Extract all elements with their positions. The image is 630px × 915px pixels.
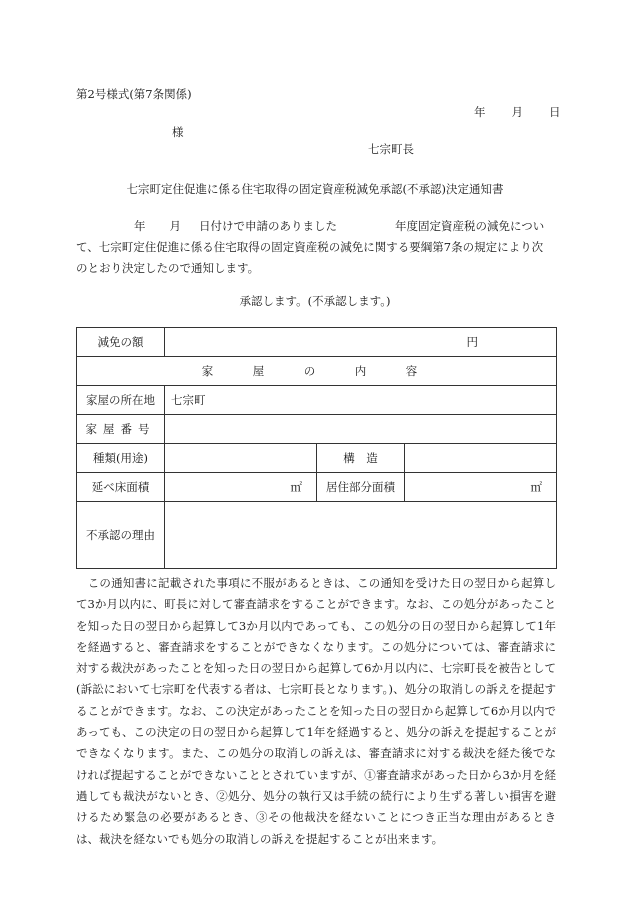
disapproval-reason-label: 不承認の理由 xyxy=(77,502,165,569)
date-line xyxy=(474,104,561,120)
decision-text: 承認します。(不承認します。) xyxy=(239,294,391,308)
section-header-row xyxy=(77,357,557,386)
intro-fiscal-year-text: 年度固定資産税の減免につい xyxy=(395,219,545,233)
intro-paragraph xyxy=(76,216,554,279)
location-row xyxy=(77,386,557,415)
house-number-row xyxy=(77,415,557,444)
exemption-row xyxy=(77,328,557,357)
house-number-label: 家屋番号 xyxy=(77,415,165,444)
date-day-label: 日 xyxy=(549,105,561,119)
type-structure-row xyxy=(77,444,557,473)
exemption-value[interactable] xyxy=(165,328,557,357)
location-value[interactable]: 七宗町 xyxy=(165,386,557,415)
structure-value[interactable] xyxy=(405,444,557,473)
exemption-label: 減免の額 xyxy=(77,328,165,357)
date-month-label: 月 xyxy=(511,105,523,119)
date-year-label: 年 xyxy=(474,105,486,119)
form-number: 第2号様式(第7条関係) xyxy=(76,87,192,101)
intro-year: 年 xyxy=(134,219,146,233)
exemption-unit: 円 xyxy=(466,335,479,349)
intro-applied-text: 日付けで申請のありました xyxy=(199,219,337,233)
disapproval-reason-value[interactable] xyxy=(165,502,557,569)
appeal-notice: この通知書に記載された事項に不服があるときは、この通知を受けた日の翌日から起算して3か月以内に、町長に対して審査請求をすることができます。なお、この処分があったことを知った日の翌日から起算して3か月以内であっても、この処分の日の翌日から起算して1年を経過すると、審査請求をすることができなくなります。この処分については、審査請求に対する裁決があったことを知った日の翌日から起算して6か月以内に、七宗町長を被告として(訴訟において七宗町を代表する者は、七宗町長となります。)、処分の取消しの訴えを提起することができます。なお、この決定があったことを知った日の翌日から起算して6か月以内であっても、この決定の日の翌日から起算して1年を経過すると、処分の訴えを提起することができなくなります。また、この処分の取消しの訴えは、審査請求に対する裁決を経た後でなければ提起することができないこととされていますが、①審査請求があった日から3か月を経過しても裁決がないとき、②処分、処分の執行又は手続の続行により生ずる著しい損害を避けるため緊急の必要があるとき、③その他裁決を経ないことにつき正当な理由があるときは、裁決を経ないでも処分の取消しの訴えを提起することが出来ます。 xyxy=(76,576,556,846)
section-header: 家 屋 の 内 容 xyxy=(77,357,557,386)
type-value[interactable] xyxy=(165,444,317,473)
document-title: 七宗町定住促進に係る住宅取得の固定資産税減免承認(不承認)決定通知書 xyxy=(126,182,504,196)
detail-table xyxy=(76,327,557,569)
intro-first-line xyxy=(76,216,554,237)
location-label: 家屋の所在地 xyxy=(77,386,165,415)
type-label: 種類(用途) xyxy=(77,444,165,473)
house-number-value[interactable] xyxy=(165,415,557,444)
addressee-suffix: 様 xyxy=(172,125,184,139)
residential-area-label: 居住部分面積 xyxy=(317,473,405,502)
issuer: 七宗町長 xyxy=(368,142,414,156)
intro-month: 月 xyxy=(169,219,181,233)
structure-label: 構 造 xyxy=(317,444,405,473)
reason-row xyxy=(77,502,557,569)
area-row xyxy=(77,473,557,502)
floor-area-value[interactable] xyxy=(165,473,317,502)
intro-rest: て、七宗町定住促進に係る住宅取得の固定資産税の減免に関する要綱第7条の規定により次のとおり決定したので通知します。 xyxy=(76,240,544,275)
residential-area-value[interactable] xyxy=(405,473,557,502)
residential-area-unit: ㎡ xyxy=(530,480,543,494)
floor-area-label: 延べ床面積 xyxy=(77,473,165,502)
floor-area-unit: ㎡ xyxy=(290,480,302,494)
